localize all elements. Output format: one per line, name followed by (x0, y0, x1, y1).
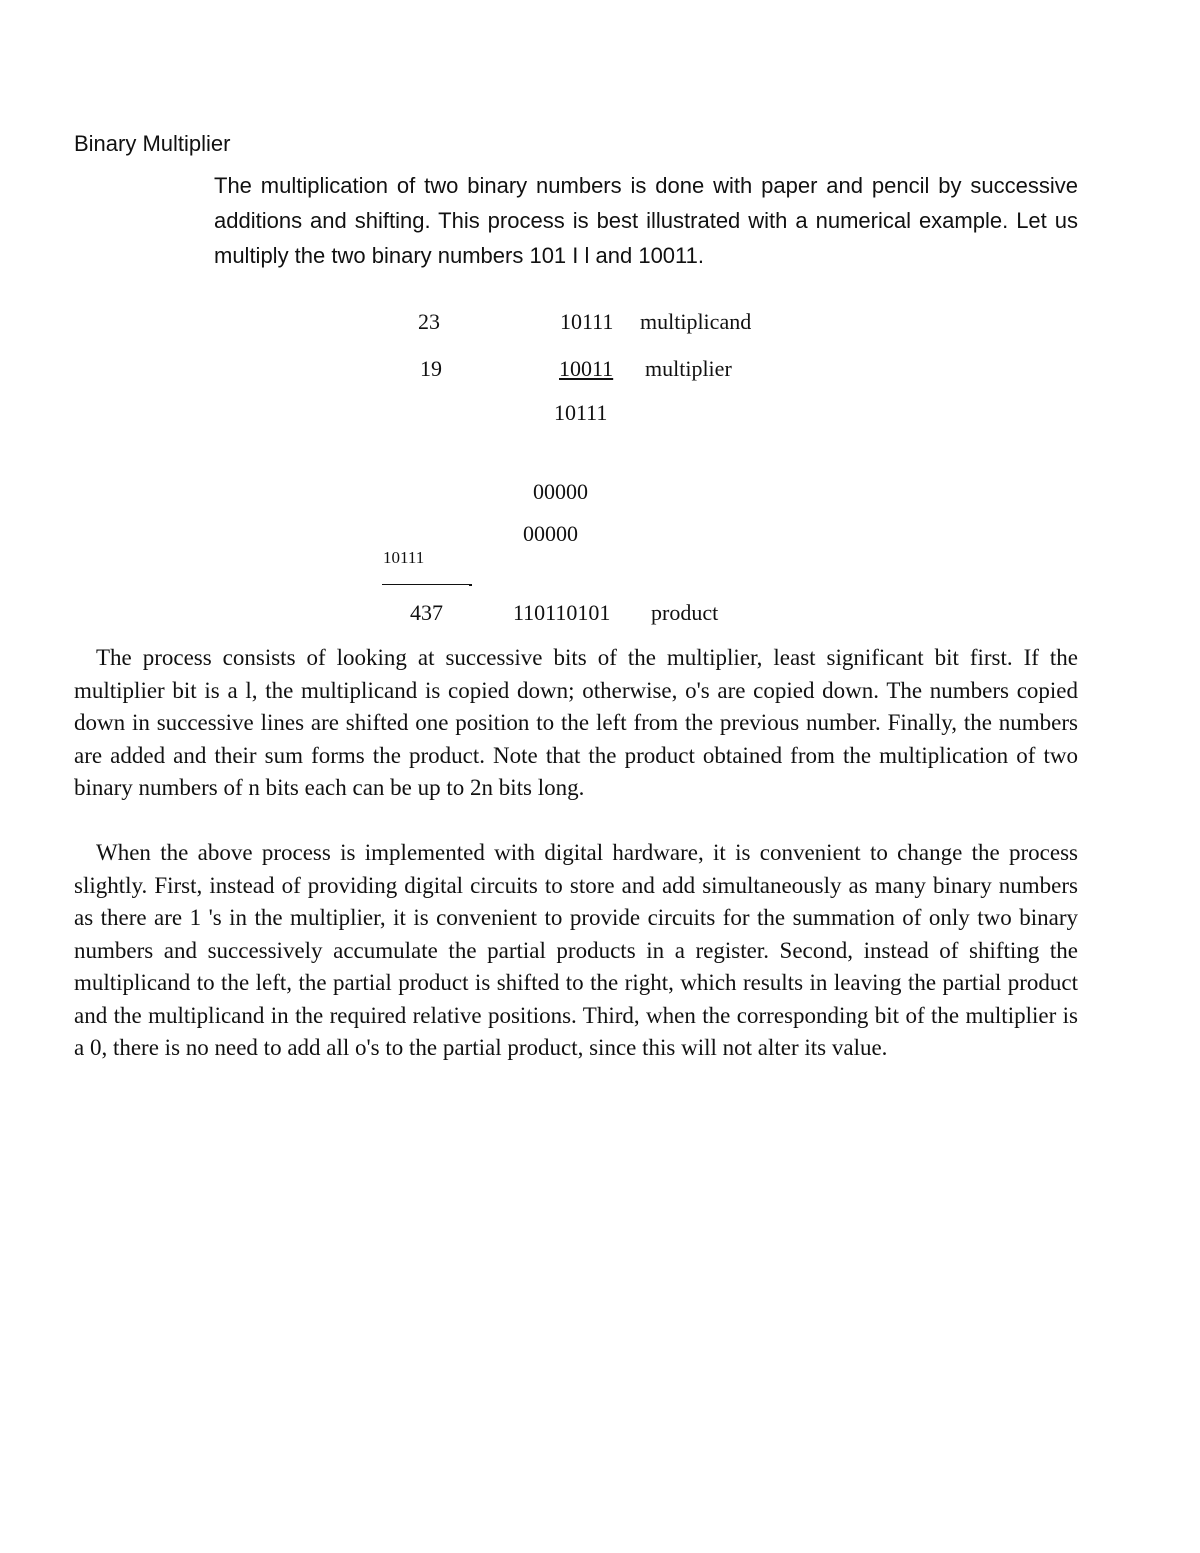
multiplicand-label: multiplicand (640, 309, 752, 334)
partial-product-3: 00000 (523, 521, 578, 546)
intro-paragraph: The multiplication of two binary numbers is done with paper and pencil by successive additions and shifting. This process is best illustrated with a numerical example. Let us multiply the two binary numbers 101 I l and 10011. (214, 173, 1078, 268)
sum-line (382, 584, 470, 585)
multiplier-binary: 10011 (559, 356, 614, 381)
product-binary: 110110101 (513, 600, 611, 625)
product-label: product (651, 600, 719, 625)
body-paragraph: When the above process is implemented with digital hardware, it is convenient to change the process slightly. First, instead of providing digital circuits to store and add simultaneously as many binary numbers as there are 1 's in the multiplier, it is convenient to provide circuits for the summation of only two binary numbers and successively accumulate the partial products in a register. Second, instead of shifting the multiplicand to the left, the partial product is shifted to the right, which results in leaving the partial product and the multiplicand in the required relative positions. Third, when the corresponding bit of the multiplier is a 0, there is no need to add all o's to the partial product, since this will not alter its value. (74, 840, 1078, 1060)
multiplier-decimal: 19 (420, 356, 442, 381)
partial-product-1: 10111 (554, 400, 608, 425)
sum-line-end-mark (469, 584, 472, 586)
partial-product-2: 00000 (533, 479, 588, 504)
multiplicand-binary: 10111 (560, 309, 614, 334)
document-title: Binary Multiplier (74, 131, 231, 156)
product-decimal: 437 (410, 600, 443, 625)
multiplier-label: multiplier (645, 356, 732, 381)
body-paragraph: The process consists of looking at successive bits of the multiplier, least significant bit first. If the multiplier bit is a l, the multiplicand is copied down; otherwise, o's are copied down. The numbers copied down in successive lines are shifted one position to the left from the previous number. Finally, the numbers are added and their sum forms the product. Note that the product obtained from the multiplication of two binary numbers of n bits each can be up to 2n bits long. (74, 645, 1078, 800)
partial-product-4: 10111 (383, 548, 425, 567)
multiplicand-decimal: 23 (418, 309, 440, 334)
